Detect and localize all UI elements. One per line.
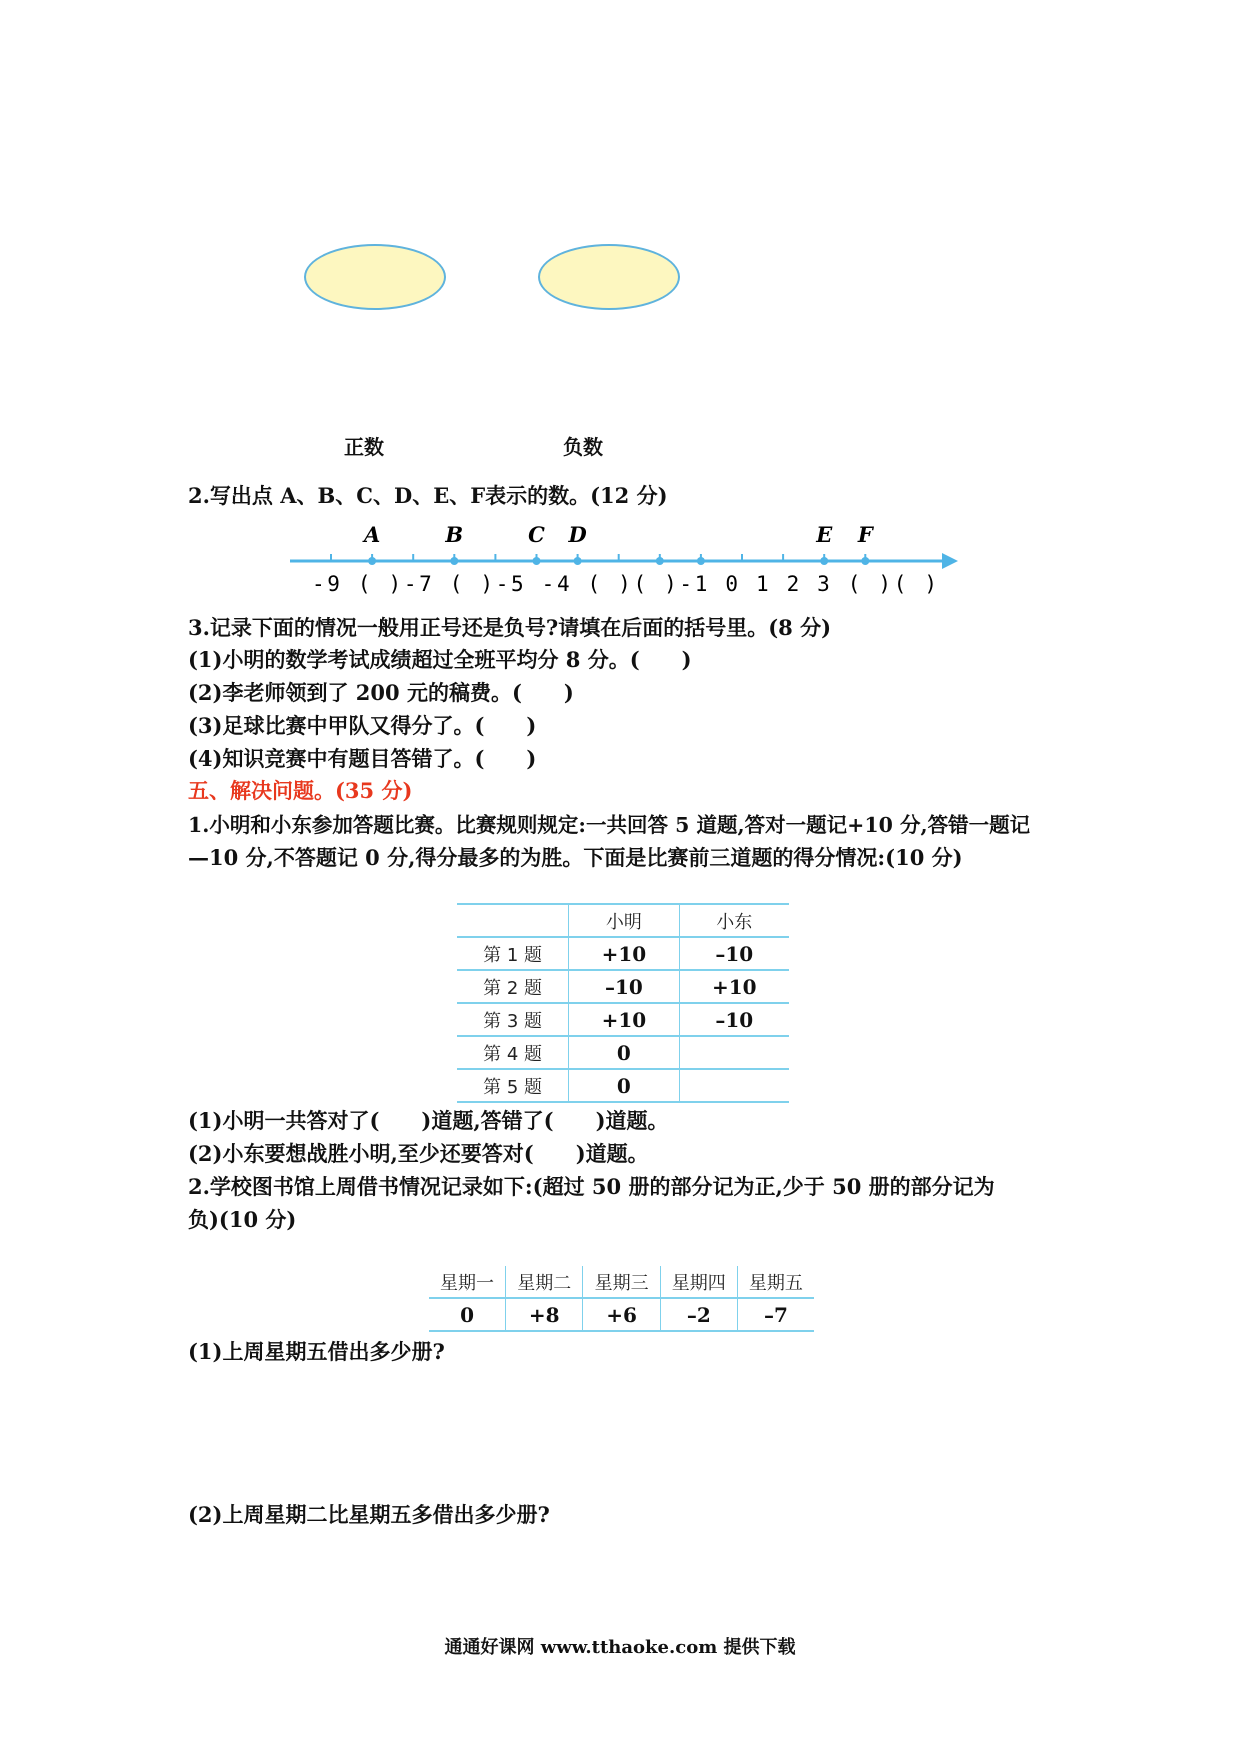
table-cell: +10	[569, 937, 679, 970]
positive-label: 正数	[344, 435, 384, 459]
row-label: 第 5 题	[457, 1069, 569, 1102]
score-table-header	[457, 904, 789, 937]
table-cell	[679, 1036, 789, 1069]
q3-item-2: (2)李老师领到了 200 元的稿费。( )	[188, 680, 574, 705]
p1-line1: 1.小明和小东参加答题比赛。比赛规则规定:一共回答 5 道题,答对一题记+10 分,答错一题记	[188, 813, 1031, 837]
point-dot	[861, 557, 869, 565]
table-cell: –10	[679, 1003, 789, 1036]
header-cell: 星期四	[660, 1266, 737, 1298]
library-table-header	[429, 1266, 814, 1298]
table-cell: 0	[569, 1069, 679, 1102]
point-label: A	[363, 522, 381, 547]
row-label: 第 1 题	[457, 937, 569, 970]
point-label: F	[857, 522, 873, 547]
header-cell: 星期五	[737, 1266, 814, 1298]
p2-line2: 负)(10 分)	[188, 1207, 297, 1232]
score-table	[457, 903, 789, 1103]
table-row	[457, 1069, 789, 1102]
q3-item-1: (1)小明的数学考试成绩超过全班平均分 8 分。( )	[188, 647, 692, 672]
point-dot	[574, 557, 582, 565]
table-cell: –2	[660, 1298, 737, 1331]
row-label: 第 4 题	[457, 1036, 569, 1069]
q3-text: 3.记录下面的情况一般用正号还是负号?请填在后面的括号里。(8 分)	[188, 615, 832, 640]
q2-text: 2.写出点 A、B、C、D、E、F表示的数。(12 分)	[188, 483, 668, 508]
header-cell: 星期二	[506, 1266, 583, 1298]
section5-title: 五、解决问题。(35 分)	[188, 778, 413, 803]
table-cell: –10	[679, 937, 789, 970]
p1-sub1: (1)小明一共答对了( )道题,答错了( )道题。	[188, 1108, 669, 1133]
table-cell: +10	[679, 970, 789, 1003]
header-cell: 星期三	[583, 1266, 660, 1298]
number-line	[0, 520, 1240, 600]
point-label: B	[445, 522, 464, 547]
p1-line2: —10 分,不答题记 0 分,得分最多的为胜。下面是比赛前三道题的得分情况:(10 分)	[188, 845, 963, 870]
footer: 通通好课网 www.tthaoke.com 提供下载	[444, 1637, 796, 1658]
point-label: E	[816, 522, 833, 547]
q3-item-3: (3)足球比赛中甲队又得分了。( )	[188, 713, 537, 738]
table-row	[457, 1003, 789, 1036]
table-cell	[679, 1069, 789, 1102]
header-cell	[457, 904, 569, 937]
table-cell: –10	[569, 970, 679, 1003]
table-row	[457, 937, 789, 970]
point-label: C	[528, 522, 545, 547]
table-cell: –7	[737, 1298, 814, 1331]
table-cell: +8	[506, 1298, 583, 1331]
p2-sub2: (2)上周星期二比星期五多借出多少册?	[188, 1502, 550, 1527]
table-row	[429, 1298, 814, 1331]
negative-label: 负数	[563, 435, 603, 459]
table-cell: +10	[569, 1003, 679, 1036]
q3-item-4: (4)知识竞赛中有题目答错了。( )	[188, 746, 537, 771]
point-dot	[697, 557, 705, 565]
table-cell: +6	[583, 1298, 660, 1331]
library-table	[429, 1266, 814, 1332]
point-dot	[368, 557, 376, 565]
table-row	[457, 1036, 789, 1069]
point-label: D	[568, 522, 587, 547]
table-cell: 0	[429, 1298, 506, 1331]
p1-sub2: (2)小东要想战胜小明,至少还要答对( )道题。	[188, 1141, 649, 1166]
row-label: 第 2 题	[457, 970, 569, 1003]
header-cell: 小东	[679, 904, 789, 937]
point-dot	[533, 557, 541, 565]
table-row	[457, 970, 789, 1003]
point-dot	[820, 557, 828, 565]
point-dot	[656, 557, 664, 565]
p2-line1: 2.学校图书馆上周借书情况记录如下:(超过 50 册的部分记为正,少于 50 册的部分记为	[188, 1174, 995, 1199]
header-cell: 星期一	[429, 1266, 506, 1298]
row-label: 第 3 题	[457, 1003, 569, 1036]
header-cell: 小明	[569, 904, 679, 937]
table-cell: 0	[569, 1036, 679, 1069]
negative-oval	[538, 244, 680, 310]
point-dot	[450, 557, 458, 565]
p2-sub1: (1)上周星期五借出多少册?	[188, 1339, 445, 1364]
tick-labels: -9 ( )-7 ( )-5 -4 ( )( )-1 0 1 2 3 ( )( )	[312, 572, 937, 596]
positive-oval	[304, 244, 446, 310]
